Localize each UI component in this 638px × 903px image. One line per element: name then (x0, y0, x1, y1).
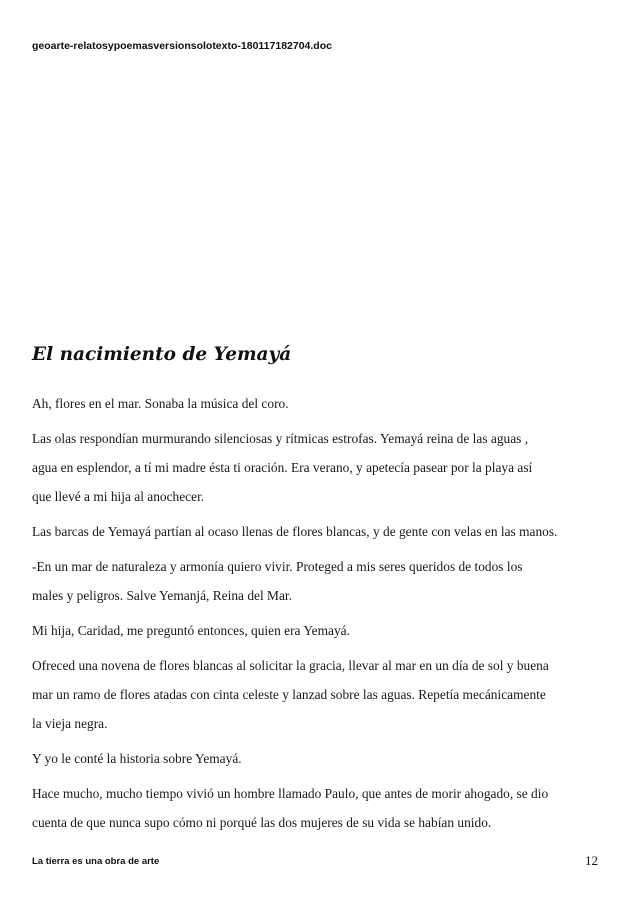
text-line: que llevé a mi hija al anochecer. (32, 489, 205, 504)
text-line: mar un ramo de flores atadas con cinta celeste y lanzad sobre las aguas. Repetía mecánicamente (32, 687, 546, 702)
footer-book-title: La tierra es una obra de arte (32, 856, 160, 867)
paragraph (32, 779, 612, 837)
text-line: Las olas respondían murmurando silenciosas y rítmicas estrofas. Yemayá reina de las aguas , (32, 431, 529, 446)
text-line: Ah, flores en el mar. Sonaba la música del coro. (32, 396, 289, 411)
text-line: la vieja negra. (32, 716, 108, 731)
paragraph (32, 389, 612, 418)
text-line: Y yo le conté la historia sobre Yemayá. (32, 751, 242, 766)
paragraph (32, 424, 612, 511)
text-line: Las barcas de Yemayá partían al ocaso llenas de flores blancas, y de gente con velas en las manos. (32, 524, 558, 539)
page-number: 12 (585, 853, 598, 868)
paragraph (32, 616, 612, 645)
text-line: -En un mar de naturaleza y armonía quiero vivir. Proteged a mis seres queridos de todos los (32, 559, 523, 574)
paragraph (32, 651, 612, 738)
body-text (32, 389, 612, 843)
text-line: Ofreced una novena de flores blancas al solicitar la gracia, llevar al mar en un día de sol y buena (32, 658, 549, 673)
text-line: males y peligros. Salve Yemanjá, Reina del Mar. (32, 588, 292, 603)
text-line: cuenta de que nunca supo cómo ni porqué las dos mujeres de su vida se habían unido. (32, 815, 492, 830)
document-header: geoarte-relatosypoemasversionsolotexto-180117182704.doc (32, 40, 332, 52)
text-line: Mi hija, Caridad, me preguntó entonces, quien era Yemayá. (32, 623, 350, 638)
text-line: agua en esplendor, a tí mi madre ésta ti oración. Era verano, y apetecía pasear por la playa así (32, 460, 533, 475)
paragraph (32, 744, 612, 773)
paragraph (32, 517, 612, 546)
text-line: Hace mucho, mucho tiempo vivió un hombre llamado Paulo, que antes de morir ahogado, se dio (32, 786, 549, 801)
section-title: El nacimiento de Yemayá (32, 344, 292, 365)
paragraph (32, 552, 612, 610)
